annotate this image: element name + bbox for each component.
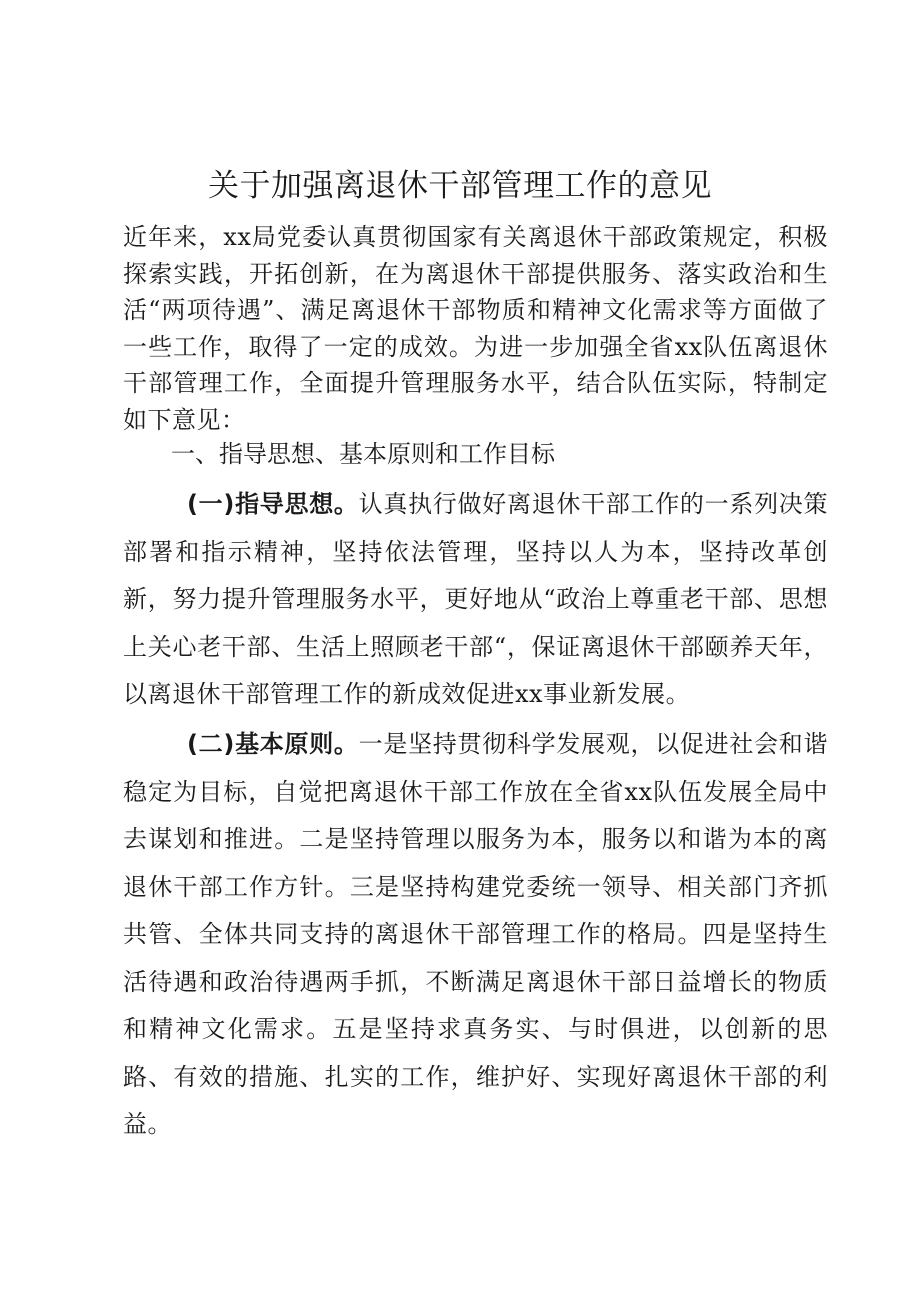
section-heading: 一、指导思想、基本原则和工作目标 — [171, 440, 555, 468]
paragraph-guiding-ideology — [123, 481, 828, 719]
intro-paragraph: 近年来，xx局党委认真贯彻国家有关离退休干部政策规定，积极探索实践，开拓创新，在为离退休干部提供服务、落实政治和生活“两项待遇”、满足离退休干部物质和精神文化需求等方面做了一些工作，取得了一定的成效。为进一步加强全省xx队伍离退休干部管理工作，全面提升管理服务水平，结合队伍实际，特制定如下意见： — [123, 223, 828, 434]
paragraph-basic-principles — [123, 721, 828, 1149]
paragraph-lead-heading: (一)指导思想。 — [187, 490, 359, 518]
paragraph-lead-heading: (二)基本原则。 — [187, 730, 359, 758]
document-title: 关于加强离退休干部管理工作的意见 — [208, 168, 712, 204]
paragraph-text: 认真执行做好离退休干部工作的一系列决策部署和指示精神，坚持依法管理，坚持以人为本，坚持改革创新，努力提升管理服务水平，更好地从“政治上尊重老干部、思想上关心老干部、生活上照顾老干部“，保证离退休干部颐养天年，以离退休干部管理工作的新成效促进xx事业新发展。 — [123, 490, 829, 708]
paragraph-text: 一是坚持贯彻科学发展观，以促进社会和谐稳定为目标，自觉把离退休干部工作放在全省xx队伍发展全局中去谋划和推进。二是坚持管理以服务为本，服务以和谐为本的离退休干部工作方针。三是坚持构建党委统一领导、相关部门齐抓共管、全体共同支持的离退休干部管理工作的格局。四是坚持生活待遇和政治待遇两手抓，不断满足离退休干部日益增长的物质和精神文化需求。五是坚持求真务实、与时俱进，以创新的思路、有效的措施、扎实的工作，维护好、实现好离退休干部的利益。 — [123, 730, 829, 1138]
